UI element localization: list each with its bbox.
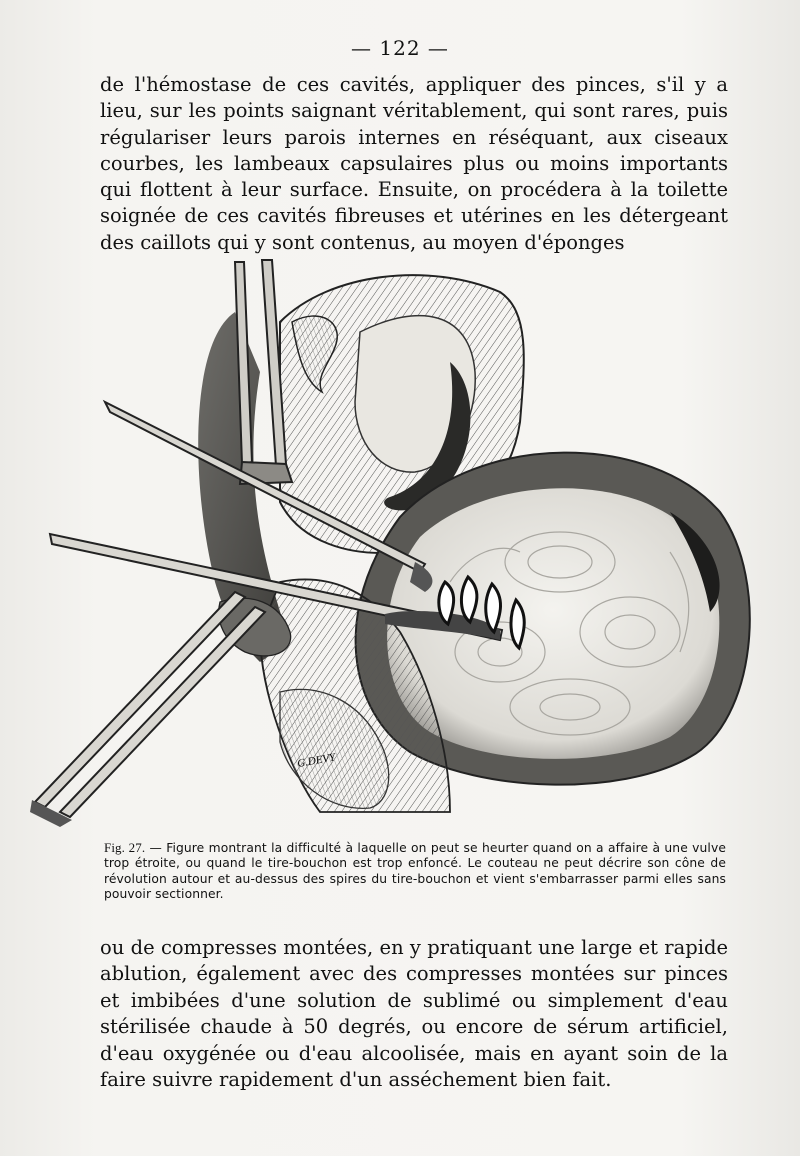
paragraph-bottom: ou de compresses montées, en y pratiquant une large et rapide ablution, également avec des compresses montées sur pinces et imbibées d'une solution de sublimé ou simplement d'eau stérilisée chaude à 50 degrés, ou encore de sérum artificiel, d'eau oxygénée ou d'eau alcoolisée, mais en ayant soin de la faire suivre rapidement d'un asséchement bien fait. <box>100 936 728 1092</box>
speculum-blade-upper <box>60 607 265 817</box>
figure-illustration <box>30 252 770 832</box>
figure-caption <box>104 840 726 903</box>
page-number: — 122 — <box>351 36 449 60</box>
engraver-signature: G.DEVY <box>296 751 337 770</box>
anatomical-figure <box>30 252 770 832</box>
caption-label: Fig. 27. <box>104 840 146 855</box>
paragraph-top: de l'hémostase de ces cavités, appliquer des pinces, s'il y a lieu, sur les points saignant véritablement, qui sont rares, puis régulariser leurs parois internes en réséquant, aux ciseaux courbes, les lambeaux capsulaires plus ou moins importants qui flottent à leur surface. Ensuite, on procédera à la toilette soignée de ces cavités fibreuses et utérines en les détergeant des caillots qui y sont contenus, au moyen d'éponges <box>100 73 728 254</box>
speculum-blade-lower <box>35 592 245 807</box>
caption-text: — Figure montrant la difficulté à laquelle on peut se heurter quand on a affaire à une vulve trop étroite, ou quand le tire-bouchon est trop enfoncé. Le couteau ne peut décrire son cône de révolution autour et au-dessus des spires du tire-bouchon et vient s'embarrasser parmi elles sans pouvoir sectionner. <box>104 841 726 902</box>
